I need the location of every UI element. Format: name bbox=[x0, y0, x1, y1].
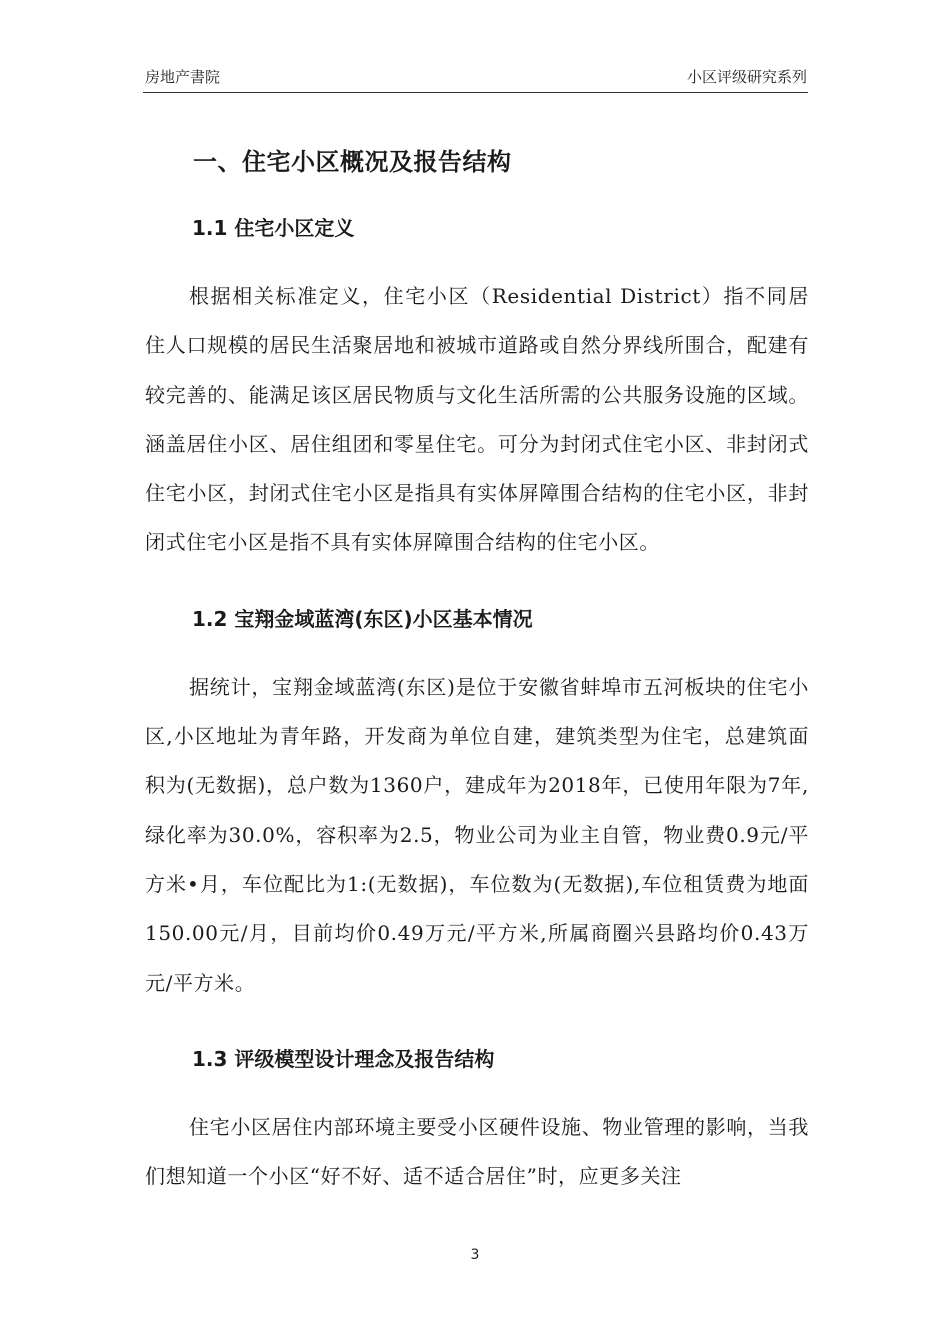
page-number: 3 bbox=[470, 1247, 480, 1263]
header-right-title: 小区评级研究系列 bbox=[686, 68, 807, 86]
paragraph-basic-info: 据统计，宝翔金域蓝湾(东区)是位于安徽省蚌埠市五河板块的住宅小区,小区地址为青年路，开发商为单位自建，建筑类型为住宅，总建筑面积为(无数据)，总户数为1360户，建成年为2018年，已使用年限为7年,绿化率为30.0%，容积率为2.5，物业公司为业主自管，物业费0.9元/平方米•月，车位配比为1:(无数据)，车位数为(无数据),车位租赁费为地面150.00元/月，目前均价0.49万元/平方米,所属商圈兴县路均价0.43万元/平方米。 bbox=[145, 674, 809, 995]
section-title: 一、住宅小区概况及报告结构 bbox=[193, 148, 512, 176]
paragraph-model-concept: 住宅小区居住内部环境主要受小区硬件设施、物业管理的影响，当我们想知道一个小区“好不好、适不适合居住”时，应更多关注 bbox=[145, 1114, 809, 1189]
header-left-title: 房地产書院 bbox=[145, 68, 221, 86]
subsection-heading-1-3: 1.3 评级模型设计理念及报告结构 bbox=[192, 1046, 495, 1071]
subsection-heading-1-2: 1.2 宝翔金域蓝湾(东区)小区基本情况 bbox=[192, 606, 533, 631]
header-divider bbox=[143, 92, 808, 93]
document-body bbox=[145, 140, 809, 1201]
paragraph-definition: 根据相关标准定义，住宅小区（Residential District）指不同居住人口规模的居民生活聚居地和被城市道路或自然分界线所围合，配建有较完善的、能满足该区居民物质与文化生活所需的公共服务设施的区域。涵盖居住小区、居住组团和零星住宅。可分为封闭式住宅小区、非封闭式住宅小区，封闭式住宅小区是指具有实体屏障围合结构的住宅小区，非封闭式住宅小区是指不具有实体屏障围合结构的住宅小区。 bbox=[145, 284, 809, 555]
subsection-heading-1-1: 1.1 住宅小区定义 bbox=[192, 216, 355, 240]
